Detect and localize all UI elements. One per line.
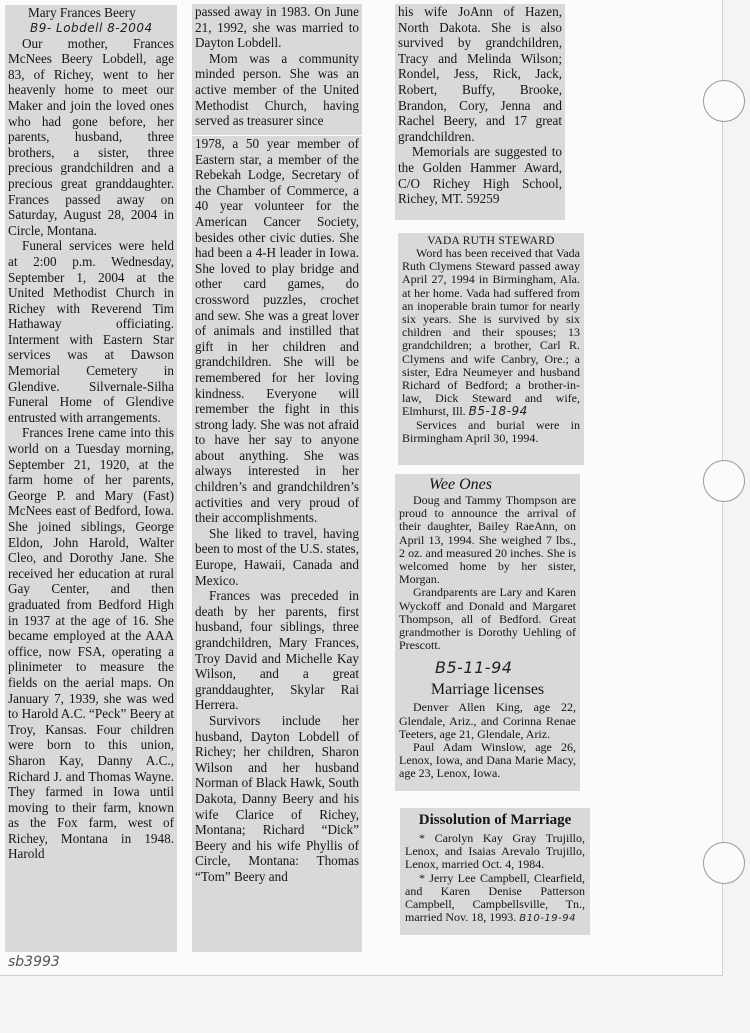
clipping-paragraph xyxy=(402,247,580,419)
handwritten-date: B5-18-94 xyxy=(468,404,528,419)
handwritten-date: B10-19-94 xyxy=(519,913,576,925)
clipping-paragraph: * Carolyn Kay Gray Trujillo, Lenox, and Isaias Arevalo Trujillo, Lenox, married Oct. 4, 1984. xyxy=(405,831,585,872)
clipping-paragraph: Services and burial were in Birmingham April 30, 1994. xyxy=(402,417,580,445)
clipping-paragraph: Paul Adam Winslow, age 26, Lenox, Iowa, and Dana Marie Macy, age 23, Lenox, Iowa. xyxy=(399,740,576,781)
wee-ones-title: Wee Ones xyxy=(429,476,492,493)
clipping-title: VADA RUTH STEWARD xyxy=(427,235,555,247)
clipping-paragraph: Denver Allen King, age 22, Glendale, Ariz., and Corinna Renae Teeters, age 21, Glendale, Ariz. xyxy=(399,700,576,741)
obituary-paragraph: Memorials are suggested to the Golden Hammer Award, C/O Richey High School, Richey, MT. 59259 xyxy=(398,144,562,207)
handwritten-reference-mark: sb3993 xyxy=(8,954,60,970)
clipping-paragraph: Doug and Tammy Thompson are proud to announce the arrival of their daughter, Bailey RaeAnn, on April 13, 1994. She weighed 7 lbs., 2 oz. and measured 20 inches. She is welcomed home by her sister, Morgan. xyxy=(399,493,576,587)
wee-ones-clipping xyxy=(395,474,580,791)
clipping-text: Word has been received that Vada Ruth Clymens Steward passed away April 27, 1994 in Birmingham, Ala. at her home. Vada had suffered from an inoperable brain tumor for nearly six years. She is survived by six children and their spouses; 13 grandchildren; a brother, Carl R. Clymens and wife Canbry, Ore.; a sister, Edra Neumeyer and husband Richard of Bedford; a brother-in-law, Dick Steward and wife, Elmhurst, Ill. xyxy=(402,246,580,419)
obituary-paragraph: Frances was preceded in death by her parents, first husband, four siblings, three grandchildren, Mary Frances, Troy David and Michelle Kay Wilson, and a great granddaughter, Skylar Rai Herrera. xyxy=(195,588,359,713)
obituary-column-2-top xyxy=(192,4,362,135)
binder-hole xyxy=(703,842,745,884)
obituary-paragraph: his wife JoAnn of Hazen, North Dakota. She is also survived by grandchildren, Tracy and Melinda Wilson; Rondel, Jess, Rick, Jack, Robert, Buffy, Brooke, Brandon, Cory, Jenna and Rachel Beery, and 17 great grandchildren. xyxy=(398,4,562,144)
vada-steward-clipping xyxy=(398,233,584,465)
obituary-paragraph: Mom was a community minded person. She was an active member of the United Methodist Church, having served as treasurer since xyxy=(195,50,359,129)
clipping-text: * Jerry Lee Campbell, Clearfield, and Karen Denise Patterson Campbell, Campbellsville, Tn., married Nov. 18, 1993. xyxy=(405,870,585,925)
dissolution-clipping xyxy=(400,808,590,935)
obituary-paragraph: passed away in 1983. On June 21, 1992, she was married to Dayton Lobdell. xyxy=(195,4,359,51)
binder-hole xyxy=(703,80,745,122)
obituary-column-2-bottom xyxy=(192,136,362,952)
obituary-column-1 xyxy=(5,5,177,952)
obituary-heading: Mary Frances Beery xyxy=(28,5,136,20)
obituary-paragraph: She liked to travel, having been to most of the U.S. states, Europe, Hawaii, Canada and Mexico. xyxy=(195,525,359,588)
handwritten-date: B5-11-94 xyxy=(435,658,513,678)
obituary-paragraph: 1978, a 50 year member of Eastern star, a member of the Rebekah Lodge, Secretary of the Chamber of Commerce, a 40 year volunteer for the American Cancer Society, besides other civic duties. She had been a 4-H leader in Iowa. She loved to play bridge and other card games, do crossword puzzles, crochet and sew. She was a great lover of animals and instilled that gift in her children and grandchildren. She will be remembered for her loving kindness. Everyone will remember the fight in this strong lady. She was not afraid to have her say to anyone about anything. She was always interested in her children’s and grandchildren’s activities and very proud of their accomplishments. xyxy=(195,136,359,526)
obituary-paragraph: Funeral services were held at 2:00 p.m. Wednesday, September 1, 2004 at the United Methodist Church in Richey with Reverend Tim Hathaway officiating. Interment with Eastern Star services was at Dawson Memorial Cemetery in Glendive. Silvernale-Silha Funeral Home of Glendive entrusted with arrangements. xyxy=(8,238,174,425)
dissolution-title: Dissolution of Marriage xyxy=(418,812,572,828)
handwritten-note: B9- Lobdell 8-2004 xyxy=(30,20,153,35)
marriage-licenses-title: Marriage licenses xyxy=(430,681,545,699)
obituary-paragraph: Frances Irene came into this world on a Tuesday morning, September 21, 1920, at the farm home of her parents, George P. and Mary (Fast) McNees east of Bedford, Iowa. She joined siblings, George Eldon, John Harold, Walter Cleo, and Dorothy Jane. She received her education at rural Gay Center, and then graduated from Bedford High in 1937 at the age of 16. She became employed at the AAA office, now FSA, operating a plinimeter to measure the fields on the aerial maps. On January 7, 1939, she was wed to Harold A.C. “Peck” Beery at Troy, Kansas. Four children were born to this union, Sharon Kay, Danny A.C., Richard J. and Thomas Wayne. They farmed in Iowa until moving to their farm, known as the Fox farm, west of Richey, Montana in 1948. Harold xyxy=(8,425,174,862)
clipping-paragraph xyxy=(405,872,585,926)
clipping-paragraph: Grandparents are Lary and Karen Wyckoff and Donald and Margaret Thompson, all of Bedford. Great grandmother is Dorothy Uehling of Prescott. xyxy=(399,585,576,653)
obituary-paragraph: Survivors include her husband, Dayton Lobdell of Richey; her children, Sharon Wilson and her husband Norman of Black Hawk, South Dakota, Danny Beery and his wife Clarice of Richey, Montana; Richard “Dick” Beery and his wife Phyllis of Circle, Montana: Thomas “Tom” Beery and xyxy=(195,712,359,884)
binder-hole xyxy=(703,460,745,502)
obituary-paragraph: Our mother, Frances McNees Beery Lobdell, age 83, of Richey, went to her heavenly home to meet our Maker and join the loved ones who had gone before, her parents, husband, three brothers, a sister, three precious grandchildren and a precious great granddaughter. Frances passed away on Saturday, August 28, 2004 in Circle, Montana. xyxy=(8,35,174,238)
obituary-column-3 xyxy=(395,4,565,220)
